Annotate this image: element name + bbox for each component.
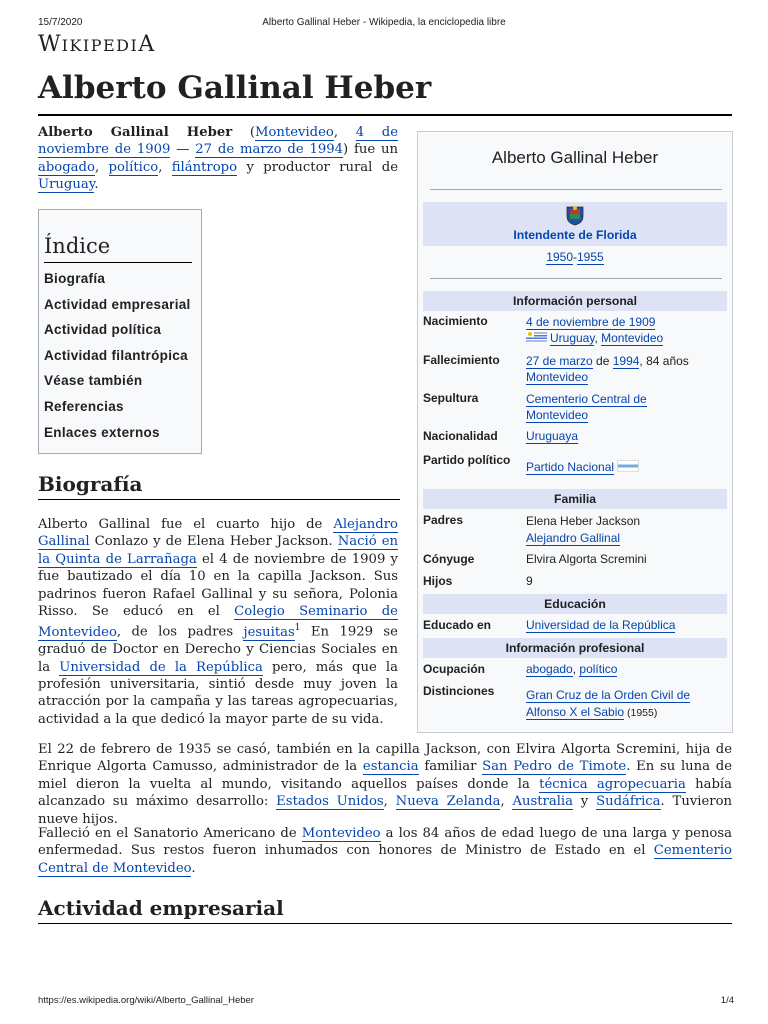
link-universidad-infobox[interactable]: Universidad de la República [526,618,676,632]
link-politico-infobox[interactable]: político [579,662,618,676]
infobox-title: Alberto Gallinal Heber [491,148,659,167]
link-death-place[interactable]: Montevideo [526,370,589,384]
print-date: 15/7/2020 [38,17,83,28]
link-uruguaya[interactable]: Uruguaya [526,429,579,443]
infobox-divider [430,278,722,279]
link-uruguay-infobox[interactable]: Uruguay [550,331,595,345]
link-nueva-zelanda[interactable]: Nueva Zelanda [395,794,501,810]
link-birth-date[interactable]: 4 de noviembre de 1909 [38,125,398,158]
section-heading-actividad-empresarial: Actividad empresarial [38,896,732,924]
infobox: Alberto Gallinal Heber Intendente de Florida 1950-1955 Información personal Nacimiento 4 de noviembre de 1909 Uruguay, Montevideo Fallecimiento 27 de marzo de 1994, 84 años Montevideo Sepultura Cementerio Central de Montevideo Nacionalidad Uruguaya Partido político Partido Nacional Familia Padres Elena Heber Jackson Alejandro Gallinal Cónyuge Elvira Algorta Scremini Hijos 9 Educación Educado en Universidad de la República Información profesional Ocupación abogado, político Distinciones Gran Cruz de la Orden Civil de Alfonso X el Sabio (1955) [417,131,733,733]
print-footer-url: https://es.wikipedia.org/wiki/Alberto_Gallinal_Heber [38,995,254,1006]
infobox-divider [430,189,722,190]
link-orden-alfonso-x[interactable]: Gran Cruz de la Orden Civil de Alfonso X el Sabio [526,688,691,719]
link-abogado-infobox[interactable]: abogado [526,662,573,676]
table-of-contents [38,209,202,454]
infobox-band-profesional: Información profesional [423,638,727,658]
print-page-title: Alberto Gallinal Heber - Wikipedia, la enciclopedia libre [262,17,506,28]
link-jesuitas[interactable]: jesuitas [243,624,295,640]
biografia-paragraph-2: El 22 de febrero de 1935 se casó, también en la capilla Jackson, con Elvira Algorta Scremini, hija de Enrique Algorta Camusso, administrador de la estancia familiar San Pedro de Timote. En su luna de miel dieron la vuelta al mundo, visitando aquellos países donde la técnica agropecuaria había alcanzado su máximo desarrollo: Estados Unidos, Nueva Zelanda, Australia y Sudáfrica. Tuvieron nueve hijos. [38,742,733,827]
link-uruguay[interactable]: Uruguay [38,177,95,193]
link-montevideo-infobox[interactable]: Montevideo [601,331,664,345]
link-term-end[interactable]: 1955 [577,250,604,264]
toc-item-referencias[interactable]: Referencias [44,398,124,414]
toc-item-biografia[interactable]: Biografía [44,271,106,286]
link-filantropo[interactable]: filántropo [171,159,238,175]
infobox-office-band [423,202,727,246]
wikipedia-logo[interactable]: WIKIPEDIA [38,32,156,57]
reference-marker[interactable]: 1 [294,623,301,634]
toc-item-vease-tambien[interactable]: Véase también [44,373,143,389]
biografia-paragraph-3: Falleció en el Sanatorio Americano de Montevideo a los 84 años de edad luego de una larga y penosa enfermedad. Sus restos fueron inhumados con honores de Ministro de Estado en el Cementerio Central de Montevideo. [38,826,733,876]
party-flag-icon [617,460,639,472]
link-alejandro-gallinal-infobox[interactable]: Alejandro Gallinal [526,531,621,545]
link-montevideo-2[interactable]: Montevideo [301,826,381,841]
toc-list [44,266,192,445]
link-alejandro-gallinal[interactable]: Alejandro Gallinal [38,517,398,550]
toc-item-actividad-filantropica[interactable]: Actividad filantrópica [44,347,188,363]
print-page-number: 1/4 [720,995,734,1006]
link-term-start[interactable]: 1950 [546,250,573,264]
link-estancia[interactable]: estancia [362,759,419,775]
infobox-band-personal: Información personal [423,291,727,311]
link-sudafrica[interactable]: Sudáfrica [596,794,661,810]
biografia-paragraph-1: Alberto Gallinal fue el cuarto hijo de Alejandro Gallinal Conlazo y de Elena Heber Jackson. Nació en la Quinta de Larrañaga el 4 de noviembre de 1909 y fue bautizado el día 10 en la capilla Jackson. Sus padrinos fueron Rafael Gallinal y su señora, Polonia Risso. Se educó en el Colegio Seminario de Montevideo, de los padres jesuitas$^1$ En 1929 se graduó de Doctor en Derecho y Ciencias Sociales en la Universidad de la República pero, más que la profesión universitaria, sintió desde muy joven la atracción por la campaña y las tareas agropecuarias, actividad a la que dedicó la mayor parte de su vida. [38,517,398,727]
link-partido-nacional[interactable]: Partido Nacional [526,460,615,474]
link-death-date-infobox[interactable]: 27 de marzo [526,354,593,368]
link-death-date[interactable]: 27 de marzo de 1994 [195,142,344,158]
toc-title: Índice [44,234,192,263]
link-cementerio-infobox[interactable]: Cementerio Central de Montevideo [526,392,647,422]
infobox-band-educacion: Educación [423,594,727,614]
infobox-term: 1950-1955 [546,250,604,264]
link-tecnica-agropecuaria[interactable]: técnica agropecuaria [539,776,686,792]
infobox-band-familia: Familia [423,489,727,509]
link-colegio-seminario[interactable]: Colegio Seminario de Montevideo [38,604,398,640]
link-quinta-larranaga[interactable]: Nació en la Quinta de Larrañaga [38,534,398,567]
toc-item-actividad-politica[interactable]: Actividad política [44,322,162,338]
link-birth-date-infobox[interactable]: 4 de noviembre de 1909 [526,315,656,329]
link-universidad-republica[interactable]: Universidad de la República [59,659,263,675]
link-australia[interactable]: Australia [512,794,574,810]
link-death-year[interactable]: 1994 [612,354,640,368]
toc-item-actividad-empresarial[interactable]: Actividad empresarial [44,296,191,312]
page-title: Alberto Gallinal Heber [38,66,732,116]
link-cementerio-central[interactable]: Cementerio Central de Montevideo [38,843,732,876]
link-montevideo[interactable]: Montevideo [254,125,334,140]
toc-item-enlaces-externos[interactable]: Enlaces externos [44,424,160,440]
coat-of-arms-icon [564,204,586,226]
lead-paragraph: Alberto Gallinal Heber (Montevideo, 4 de noviembre de 1909 — 27 de marzo de 1994) fue un abogado, político, filántropo y productor rural de Uruguay. [38,125,398,193]
section-heading-biografia: Biografía [38,472,400,500]
link-san-pedro-timote[interactable]: San Pedro de Timote [482,759,627,775]
link-abogado[interactable]: abogado [38,159,95,175]
uruguay-flag-icon [526,331,547,343]
link-estados-unidos[interactable]: Estados Unidos [276,794,384,810]
link-intendente-florida[interactable]: Intendente de Florida [513,228,637,242]
link-politico[interactable]: político [108,159,159,175]
